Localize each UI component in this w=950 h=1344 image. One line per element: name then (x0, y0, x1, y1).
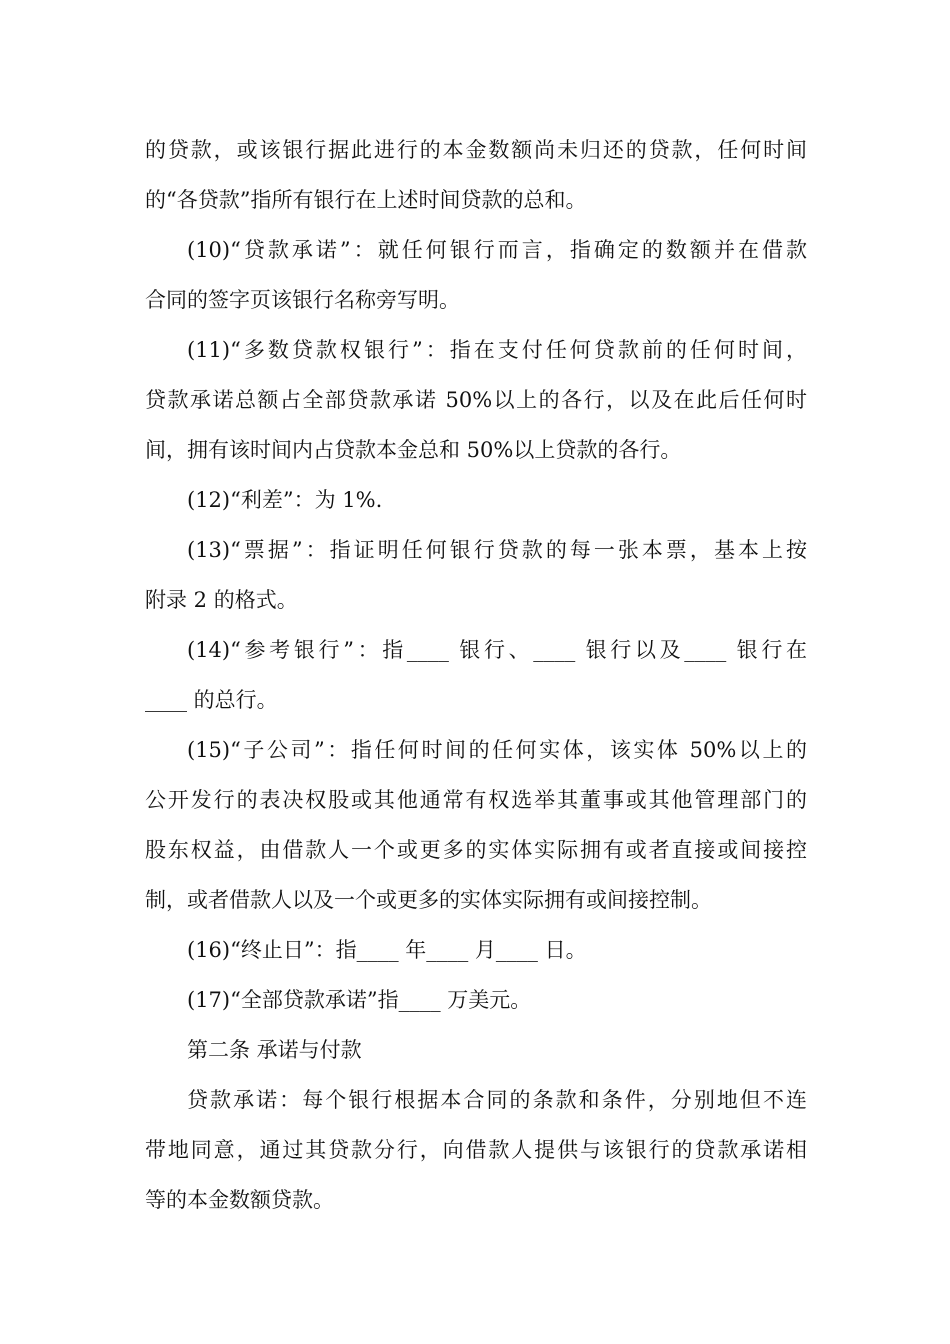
clause-13: (13)“票据”：指证明任何银行贷款的每一张本票，基本上按 (187, 538, 807, 562)
clause-16: (16)“终止日”：指____ 年____ 月____ 日。 (187, 938, 587, 962)
text-line: ____ 的总行。 (145, 688, 278, 712)
text-line: 贷款承诺：每个银行根据本合同的条款和条件，分别地但不连 (187, 1088, 807, 1112)
clause-10: (10)“贷款承诺”：就任何银行而言，指确定的数额并在借款 (187, 238, 807, 262)
text-line: 附录 2 的格式。 (145, 588, 298, 612)
clause-14: (14)“参考银行”：指____ 银行、____ 银行以及____ 银行在 (187, 638, 807, 662)
text-line: 间，拥有该时间内占贷款本金总和 50%以上贷款的各行。 (145, 438, 682, 462)
text-line: 合同的签字页该银行名称旁写明。 (145, 288, 460, 312)
document-page (145, 125, 807, 1225)
clause-12: (12)“利差”：为 1%. (187, 488, 383, 512)
clause-15: (15)“子公司”：指任何时间的任何实体，该实体 50%以上的 (187, 738, 807, 762)
clause-11: (11)“多数贷款权银行”：指在支付任何贷款前的任何时间， (187, 338, 807, 362)
text-line: 股东权益，由借款人一个或更多的实体实际拥有或者直接或间接控 (145, 838, 807, 862)
text-line: 贷款承诺总额占全部贷款承诺 50%以上的各行，以及在此后任何时 (145, 388, 807, 412)
clause-17: (17)“全部贷款承诺”指____ 万美元。 (187, 988, 532, 1012)
text-line: 等的本金数额贷款。 (145, 1188, 334, 1212)
text-line: 制，或者借款人以及一个或更多的实体实际拥有或间接控制。 (145, 888, 712, 912)
text-line: 的“各贷款”指所有银行在上述时间贷款的总和。 (145, 188, 587, 212)
text-line: 的贷款，或该银行据此进行的本金数额尚未归还的贷款，任何时间 (145, 138, 807, 162)
text-line: 带地同意，通过其贷款分行，向借款人提供与该银行的贷款承诺相 (145, 1138, 807, 1162)
article-heading: 第二条 承诺与付款 (187, 1038, 362, 1062)
text-line: 公开发行的表决权股或其他通常有权选举其董事或其他管理部门的 (145, 788, 807, 812)
